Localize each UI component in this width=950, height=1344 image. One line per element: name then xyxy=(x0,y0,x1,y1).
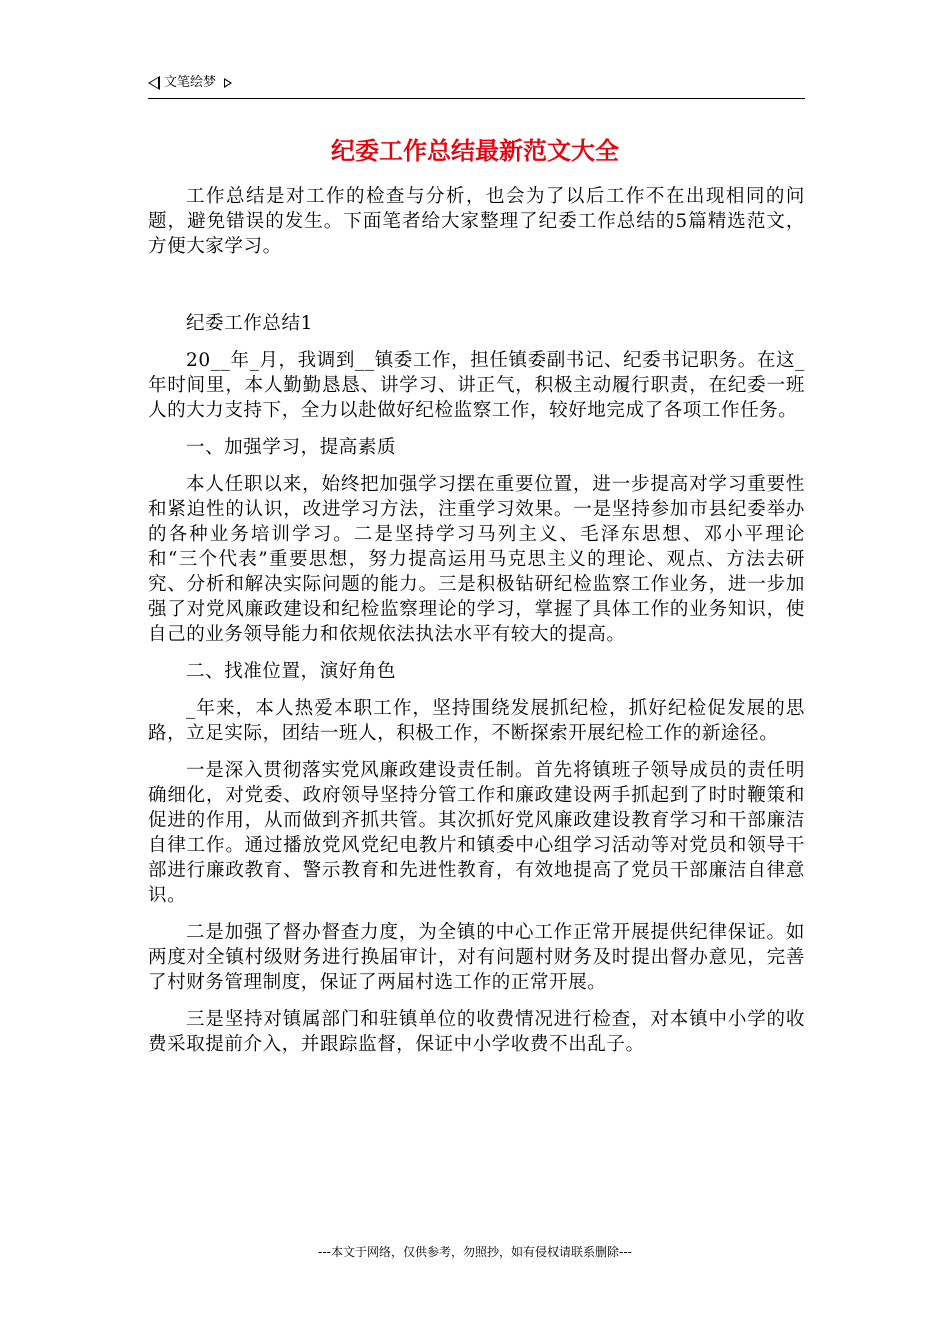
brand xyxy=(148,75,232,91)
document-title: 纪委工作总结最新范文大全 xyxy=(331,137,619,165)
page-header xyxy=(148,72,805,99)
paragraph: _年来，本人热爱本职工作，坚持围绕发展抓纪检，抓好纪检促发展的思路，立足实际，团结一班人，积极工作，不断探索开展纪检工作的新途径。 xyxy=(148,698,805,744)
document-body xyxy=(148,184,805,1069)
paragraph: 二是加强了督办督查力度，为全镇的中心工作正常开展提供纪律保证。如两度对全镇村级财务进行换届审计，对有问题村财务及时提出督办意见，完善了村财务管理制度，保证了两届村选工作的正常开展。 xyxy=(148,922,805,993)
section-title: 纪委工作总结1 xyxy=(186,313,313,334)
triangle-right-icon xyxy=(224,78,232,88)
subheading: 一、加强学习，提高素质 xyxy=(186,437,397,458)
paragraph: 三是坚持对镇属部门和驻镇单位的收费情况进行检查，对本镇中小学的收费采取提前介入，并跟踪监督，保证中小学收费不出乱子。 xyxy=(148,1009,805,1055)
paragraph: 20__年_月，我调到__镇委工作，担任镇委副书记、纪委书记职务。在这_年时间里，本人勤勤恳恳、讲学习、讲正气，积极主动履行职责，在纪委一班人的大力支持下，全力以赴做好纪检监察工作，较好地完成了各项工作任务。 xyxy=(148,350,805,421)
triangle-left-icon xyxy=(148,76,160,90)
page-footer: ---本文于网络，仅供参考，勿照抄，如有侵权请联系删除--- xyxy=(318,1245,632,1259)
brand-name: 文笔绘梦 xyxy=(164,75,217,90)
intro-paragraph: 工作总结是对工作的检查与分析，也会为了以后工作不在出现相同的问题，避免错误的发生。下面笔者给大家整理了纪委工作总结的5篇精选范文，方便大家学习。 xyxy=(148,186,805,257)
paragraph: 一是深入贯彻落实党风廉政建设责任制。首先将镇班子领导成员的责任明确细化，对党委、政府领导坚持分管工作和廉政建设两手抓起到了时时鞭策和促进的作用，从而做到齐抓共管。其次抓好党风廉政建设教育学习和干部廉洁自律工作。通过播放党风党纪电教片和镇委中心组学习活动等对党员和领导干部进行廉政教育、警示教育和先进性教育，有效地提高了党员干部廉洁自律意识。 xyxy=(148,760,805,906)
subheading: 二、找准位置，演好角色 xyxy=(186,661,397,682)
paragraph: 本人任职以来，始终把加强学习摆在重要位置，进一步提高对学习重要性和紧迫性的认识，改进学习方法，注重学习效果。一是坚持参加市县纪委举办的各种业务培训学习。二是坚持学习马列主义、毛泽东思想、邓小平理论和“三个代表”重要思想，努力提高运用马克思主义的理论、观点、方法去研究、分析和解决实际问题的能力。三是积极钻研纪检监察工作业务，进一步加强了对党风廉政建设和纪检监察理论的学习，掌握了具体工作的业务知识，使自己的业务领导能力和依规依法执法水平有较大的提高。 xyxy=(148,474,805,645)
